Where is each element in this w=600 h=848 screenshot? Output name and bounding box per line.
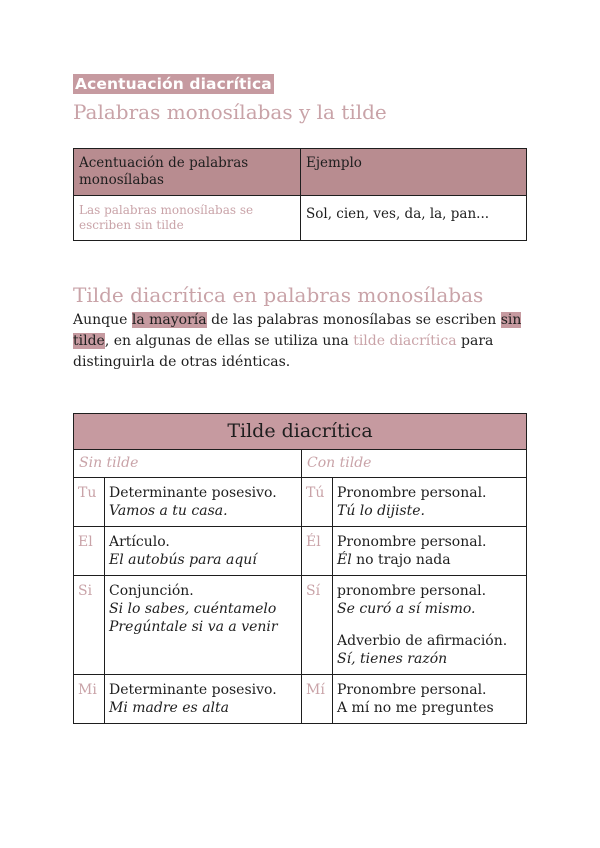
desc-text: Conjunción. [109,583,194,599]
subheader-con-tilde: Con tilde [302,450,527,478]
example-text: Pregúntale si va a venir [109,619,278,635]
desc-text: Artículo. [109,534,170,550]
desc-cell [333,675,527,724]
desc-text: Pronombre personal. [337,485,487,501]
desc-text: Determinante posesivo. [109,682,277,698]
example-pronoun: Él [337,552,352,568]
desc-text: Pronombre personal. [337,534,487,550]
word-cell: El [74,527,105,576]
word-cell: Tu [74,478,105,527]
desc-text: Adverbio de afirmación. [337,633,508,649]
example-text: Mi madre es alta [109,700,229,716]
table-header-row [74,149,527,196]
rule-cell: Las palabras monosílabas se escriben sin tilde [74,196,301,241]
example-text: Si lo sabes, cuéntamelo [109,601,277,617]
section-heading-diacritic: Tilde diacrítica en palabras monosílabas [73,283,484,307]
table-title: Tilde diacrítica [74,414,527,450]
subheader-sin-tilde: Sin tilde [74,450,302,478]
desc-cell [105,527,302,576]
example-rest: no trajo nada [351,552,451,568]
word-cell: Tú [302,478,333,527]
desc-cell [105,478,302,527]
table-row [74,675,527,724]
monosyllable-table [73,148,527,241]
desc-text: Determinante posesivo. [109,485,277,501]
spacer [337,618,522,632]
table-header-example: Ejemplo [301,149,527,196]
word-cell: Mi [74,675,105,724]
desc-text: pronombre personal. [337,583,487,599]
table-row [74,576,527,675]
word-cell: Si [74,576,105,675]
table-row [74,527,527,576]
example-text: Sí, tienes razón [337,651,448,667]
section-heading-monosyllables: Palabras monosílabas y la tilde [73,100,387,124]
main-heading: Acentuación diacrítica [75,75,272,93]
table-row [74,196,527,241]
table-header-rule: Acentuación de palabras monosílabas [74,149,301,196]
paragraph-text: Aunque [73,312,132,328]
example-cell: Sol, cien, ves, da, la, pan... [301,196,527,241]
intro-paragraph [73,310,533,373]
desc-cell [105,675,302,724]
desc-cell [105,576,302,675]
example-text: Vamos a tu casa. [109,503,228,519]
paragraph-text: de las palabras monosílabas se escriben [206,312,501,328]
example-text [337,551,522,569]
word-cell: Él [302,527,333,576]
table-subheader-row [74,450,527,478]
highlight-sin-tilde: sin tilde [73,312,522,349]
word-cell: Mí [302,675,333,724]
desc-cell [333,478,527,527]
desc-cell [333,527,527,576]
pink-term: tilde diacrítica [353,333,457,349]
example-text: Se curó a sí mismo. [337,601,476,617]
example-text: A mí no me preguntes [337,700,494,716]
desc-cell [333,576,527,675]
table-row [74,478,527,527]
highlight-mayoria: la mayoría [131,312,207,328]
desc-text: Pronombre personal. [337,682,487,698]
word-cell: Sí [302,576,333,675]
paragraph-text: para distinguirla de otras idénticas. [73,333,494,370]
paragraph-text: , en algunas de ellas se utiliza una [104,333,354,349]
example-text: Tú lo dijiste. [337,503,425,519]
example-text: El autobús para aquí [109,552,257,568]
diacritic-table [73,413,527,724]
table-title-row [74,414,527,450]
